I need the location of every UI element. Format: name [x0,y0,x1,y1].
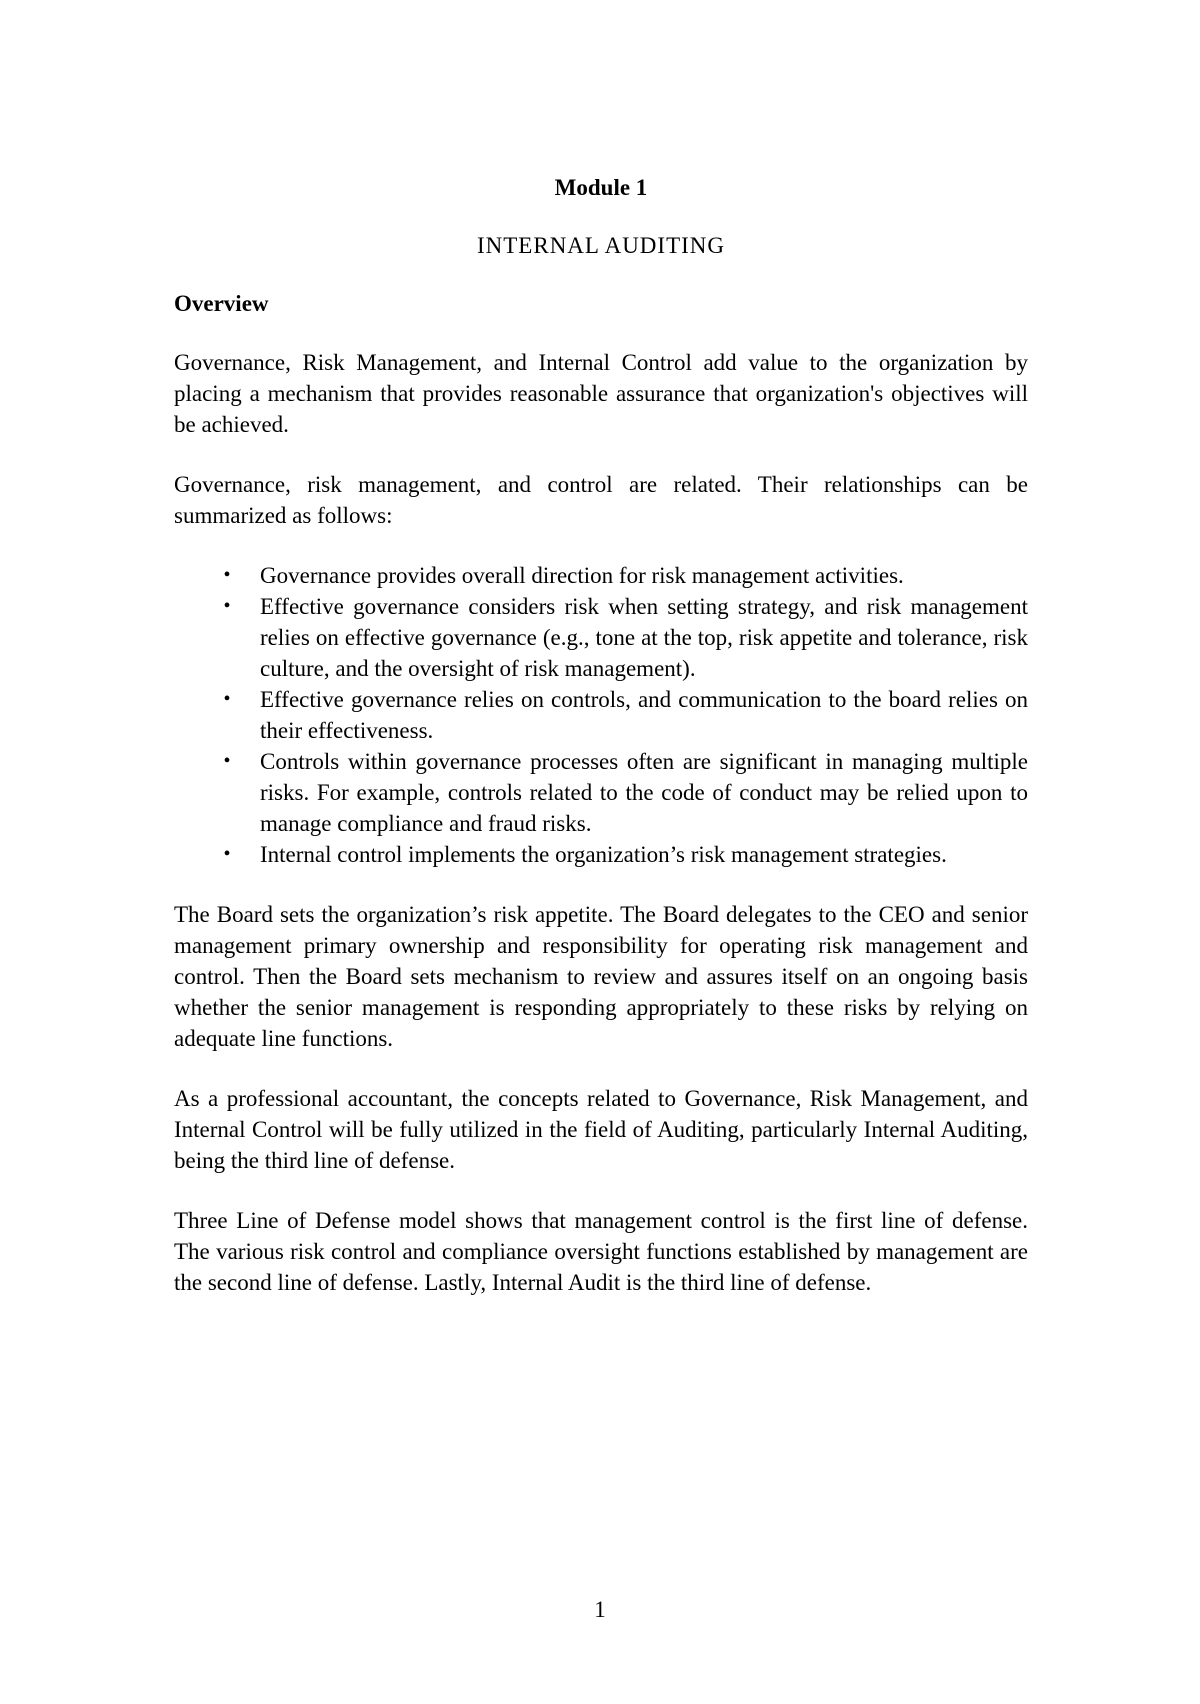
list-item-text: Controls within governance processes often are significant in managing multiple risks. For example, controls related to the code of conduct may be relied upon to manage compliance and fraud risks. [260,749,1028,836]
page-number: 1 [594,1597,606,1622]
module-label: Module 1 [554,175,648,200]
document-title: INTERNAL AUDITING [476,233,726,258]
paragraph-intro: Governance, Risk Management, and Internal Control add value to the organization by placing a mechanism that provides reasonable assurance that organization's objectives will be achieved. [174,350,1028,437]
page-content [174,172,1028,1327]
bullet-list [174,560,1028,870]
bullet-icon: • [223,564,231,586]
list-item [174,839,1028,870]
list-item-text: Effective governance considers risk when setting strategy, and risk management relies on effective governance (e.g., tone at the top, risk appetite and tolerance, risk culture, and the oversight of risk management). [260,594,1028,681]
paragraph-accountant: As a professional accountant, the concepts related to Governance, Risk Management, and Internal Control will be fully utilized in the field of Auditing, particularly Internal Auditing, being the third line of defense. [174,1086,1028,1173]
bullet-icon: • [223,750,231,772]
bullet-icon: • [223,595,231,617]
paragraph-three-lines: Three Line of Defense model shows that management control is the first line of defense. The various risk control and compliance oversight functions established by management are the second line of defense. Lastly, Internal Audit is the third line of defense. [174,1208,1028,1295]
list-item-text: Governance provides overall direction for risk management activities. [260,563,904,588]
paragraph-relationships: Governance, risk management, and control are related. Their relationships can be summarized as follows: [174,472,1028,528]
list-item [174,746,1028,839]
list-item-text: Internal control implements the organization’s risk management strategies. [260,842,947,867]
section-heading-overview: Overview [174,291,269,316]
list-item [174,684,1028,746]
list-item [174,591,1028,684]
list-item [174,560,1028,591]
paragraph-board: The Board sets the organization’s risk appetite. The Board delegates to the CEO and senior management primary ownership and responsibility for operating risk management and control. Then the Board sets mechanism to review and assures itself on an ongoing basis whether the senior management is responding appropriately to these risks by relying on adequate line functions. [174,902,1028,1051]
list-item-text: Effective governance relies on controls, and communication to the board relies on their effectiveness. [260,687,1028,743]
bullet-icon: • [223,843,231,865]
bullet-icon: • [223,688,231,710]
